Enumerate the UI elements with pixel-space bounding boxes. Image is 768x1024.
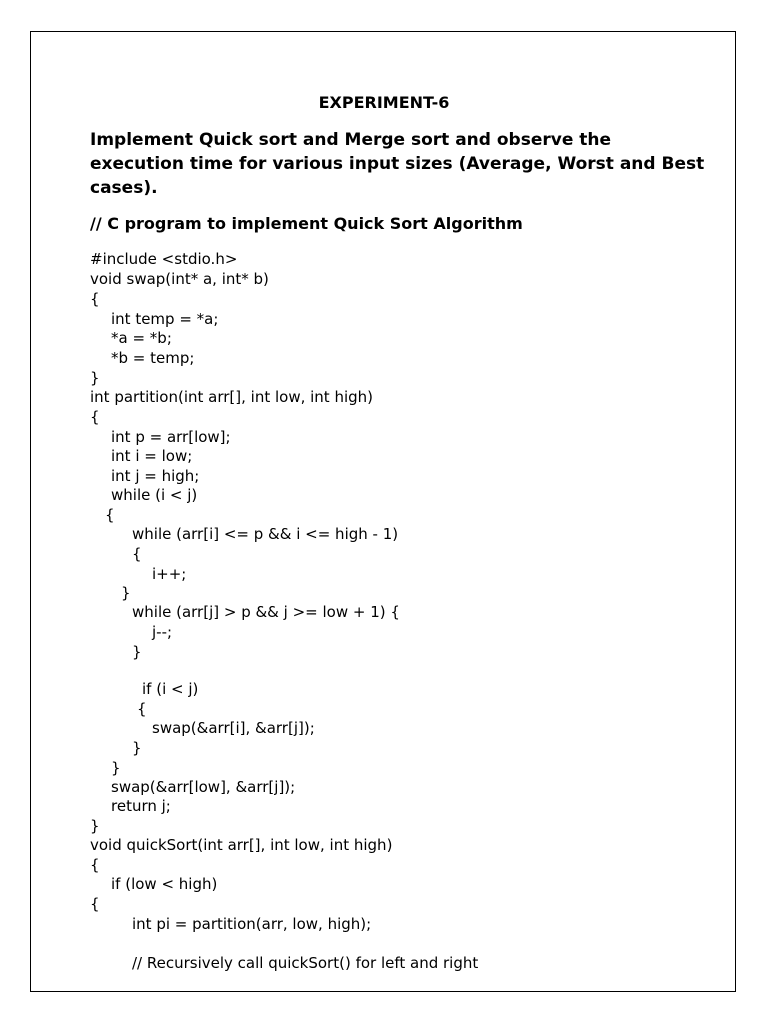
code-line: if (low < high) — [111, 875, 218, 893]
code-line: } — [90, 369, 100, 387]
code-line: int j = high; — [111, 467, 200, 485]
code-line: *b = temp; — [111, 349, 195, 367]
code-line: int pi = partition(arr, low, high); — [132, 915, 372, 933]
code-line: } — [132, 739, 142, 757]
code-line: { — [90, 895, 100, 913]
code-line: j--; — [152, 623, 173, 641]
code-line: } — [132, 643, 142, 661]
code-line: while (arr[i] <= p && i <= high - 1) — [132, 525, 399, 543]
section-heading: // C program to implement Quick Sort Algorithm — [90, 214, 523, 233]
aim-statement: Implement Quick sort and Merge sort and observe the execution time for various input sizes (Average, Worst and Best cases). — [90, 130, 705, 198]
code-line: while (arr[j] > p && j >= low + 1) { — [132, 603, 400, 621]
code-line: { — [90, 408, 100, 426]
code-line: void swap(int* a, int* b) — [90, 270, 269, 288]
code-line: #include <stdio.h> — [90, 250, 238, 268]
code-line: { — [137, 700, 147, 718]
code-line: } — [90, 817, 100, 835]
code-line: swap(&arr[i], &arr[j]); — [152, 719, 315, 737]
code-line: { — [90, 856, 100, 874]
code-line: } — [111, 759, 121, 777]
code-line: int p = arr[low]; — [111, 428, 231, 446]
code-line: // Recursively call quickSort() for left and right — [132, 954, 479, 972]
code-line: *a = *b; — [111, 329, 172, 347]
code-line: { — [132, 545, 142, 563]
code-line: i++; — [152, 565, 187, 583]
code-line: int i = low; — [111, 447, 193, 465]
code-line: while (i < j) — [111, 486, 198, 504]
code-line: int temp = *a; — [111, 310, 219, 328]
experiment-title: EXPERIMENT-6 — [318, 93, 450, 112]
code-line: if (i < j) — [142, 680, 199, 698]
code-line: void quickSort(int arr[], int low, int high) — [90, 836, 393, 854]
code-line: } — [121, 584, 131, 602]
code-line: return j; — [111, 797, 171, 815]
code-line: { — [90, 290, 100, 308]
code-line: int partition(int arr[], int low, int high) — [90, 388, 374, 406]
code-line: { — [105, 506, 115, 524]
code-line: swap(&arr[low], &arr[j]); — [111, 778, 296, 796]
